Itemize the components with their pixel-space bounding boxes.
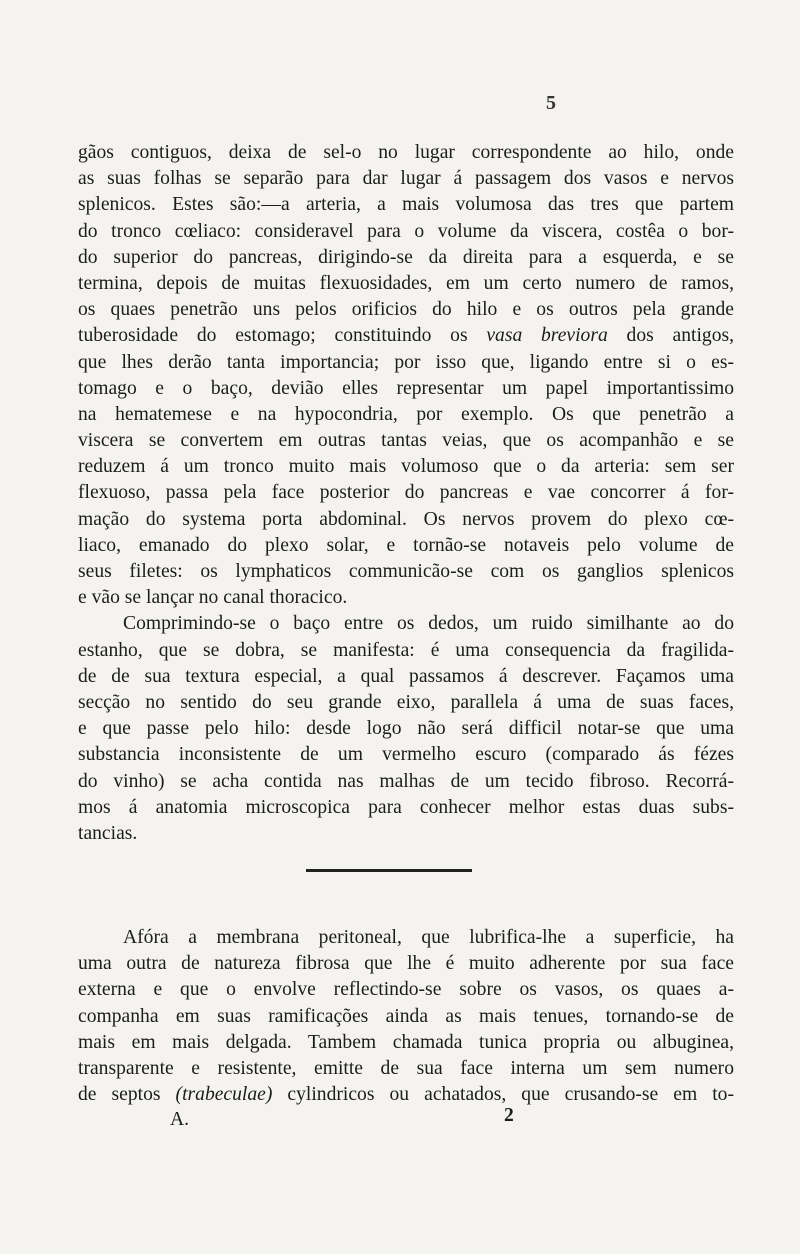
text-line: secção no sentido do seu grande eixo, parallela á uma de suas faces,: [78, 691, 734, 713]
text-line: splenicos. Estes são:—a arteria, a mais volumosa das tres que partem: [78, 194, 734, 216]
text-line-with-italic: [78, 323, 734, 349]
text-line: flexuoso, passa pela face posterior do pancreas e vae concorrer á for-: [78, 482, 734, 504]
text-segment: dos antigos,: [607, 325, 735, 347]
text-line: termina, depois de muitas flexuosidades, em um certo numero de ramos,: [78, 272, 734, 294]
section-divider: [306, 869, 472, 872]
text-line-with-italic: [78, 1082, 734, 1108]
text-line: e vão se lançar no canal thoracico.: [78, 587, 348, 609]
text-line: companha em suas ramificações ainda as mais tenues, tornando-se de: [78, 1005, 734, 1027]
text-line: do vinho) se acha contida nas malhas de um tecido fibroso. Recorrá-: [78, 770, 734, 792]
text-line: os quaes penetrão uns pelos orificios do hilo e os outros pela grande: [78, 299, 734, 321]
text-line: substancia inconsistente de um vermelho escuro (comparado ás fézes: [78, 744, 734, 766]
text-line: mação do systema porta abdominal. Os nervos provem do plexo cœ-: [78, 508, 734, 530]
text-line: que lhes derão tanta importancia; por isso que, ligando entre si o es-: [78, 351, 734, 373]
text-line: transparente e resistente, emitte de sua face interna um sem numero: [78, 1057, 734, 1079]
text-line: tomago e o baço, devião elles representar um papel importantissimo: [78, 377, 734, 399]
text-line: estanho, que se dobra, se manifesta: é uma consequencia da fragilida-: [78, 639, 734, 661]
text-line: de de sua textura especial, a qual passamos á descrever. Façamos uma: [78, 665, 734, 687]
text-line: do superior do pancreas, dirigindo-se da direita para a esquerda, e se: [78, 246, 734, 268]
italic-term: (trabeculae): [175, 1084, 273, 1106]
text-line: gãos contiguos, deixa de sel-o no lugar correspondente ao hilo, onde: [78, 142, 734, 163]
text-line: reduzem á um tronco muito mais volumoso que o da arteria: sem ser: [78, 456, 734, 478]
text-line: viscera se convertem em outras tantas veias, que os acompanhão e se: [78, 430, 734, 452]
page-footer: [78, 1105, 734, 1135]
text-segment: cylindricos ou achatados, que crusando-se em to-: [272, 1084, 734, 1106]
text-line: Afóra a membrana peritoneal, que lubrifica-lhe a superficie, ha: [123, 927, 734, 948]
text-segment: de septos: [78, 1084, 161, 1106]
text-line: externa e que o envolve reflectindo-se sobre os vasos, os quaes a-: [78, 979, 734, 1001]
text-line: as suas folhas se separão para dar lugar á passagem dos vasos e nervos: [78, 168, 734, 190]
body-text-upper: [78, 140, 734, 847]
text-line: seus filetes: os lymphaticos communicão-se com os ganglios splenicos: [78, 561, 734, 582]
signature-mark: A.: [170, 1109, 190, 1130]
text-line: na hematemese e na hypocondria, por exemplo. Os que penetrão a: [78, 403, 734, 425]
italic-term: vasa breviora: [486, 325, 608, 347]
sheet-number: 2: [504, 1105, 514, 1126]
text-line: do tronco cœliaco: consideravel para o volume da viscera, costêa o bor-: [78, 220, 734, 242]
text-line: tancias.: [78, 822, 138, 844]
text-line: mais em mais delgada. Tambem chamada tunica propria ou albuginea,: [78, 1031, 734, 1053]
text-line: e que passe pelo hilo: desde logo não será difficil notar-se que uma: [78, 718, 734, 740]
page-number: 5: [546, 92, 556, 114]
text-line: uma outra de natureza fibrosa que lhe é muito adherente por sua face: [78, 953, 734, 975]
text-line: Comprimindo-se o baço entre os dedos, um ruido similhante ao do: [123, 613, 734, 635]
text-line: mos á anatomia microscopica para conhecer melhor estas duas subs-: [78, 796, 734, 818]
text-segment: tuberosidade do estomago; constituindo os: [78, 325, 468, 347]
text-line: liaco, emanado do plexo solar, e tornão-se notaveis pelo volume de: [78, 534, 734, 556]
body-text-lower: [78, 925, 734, 1108]
